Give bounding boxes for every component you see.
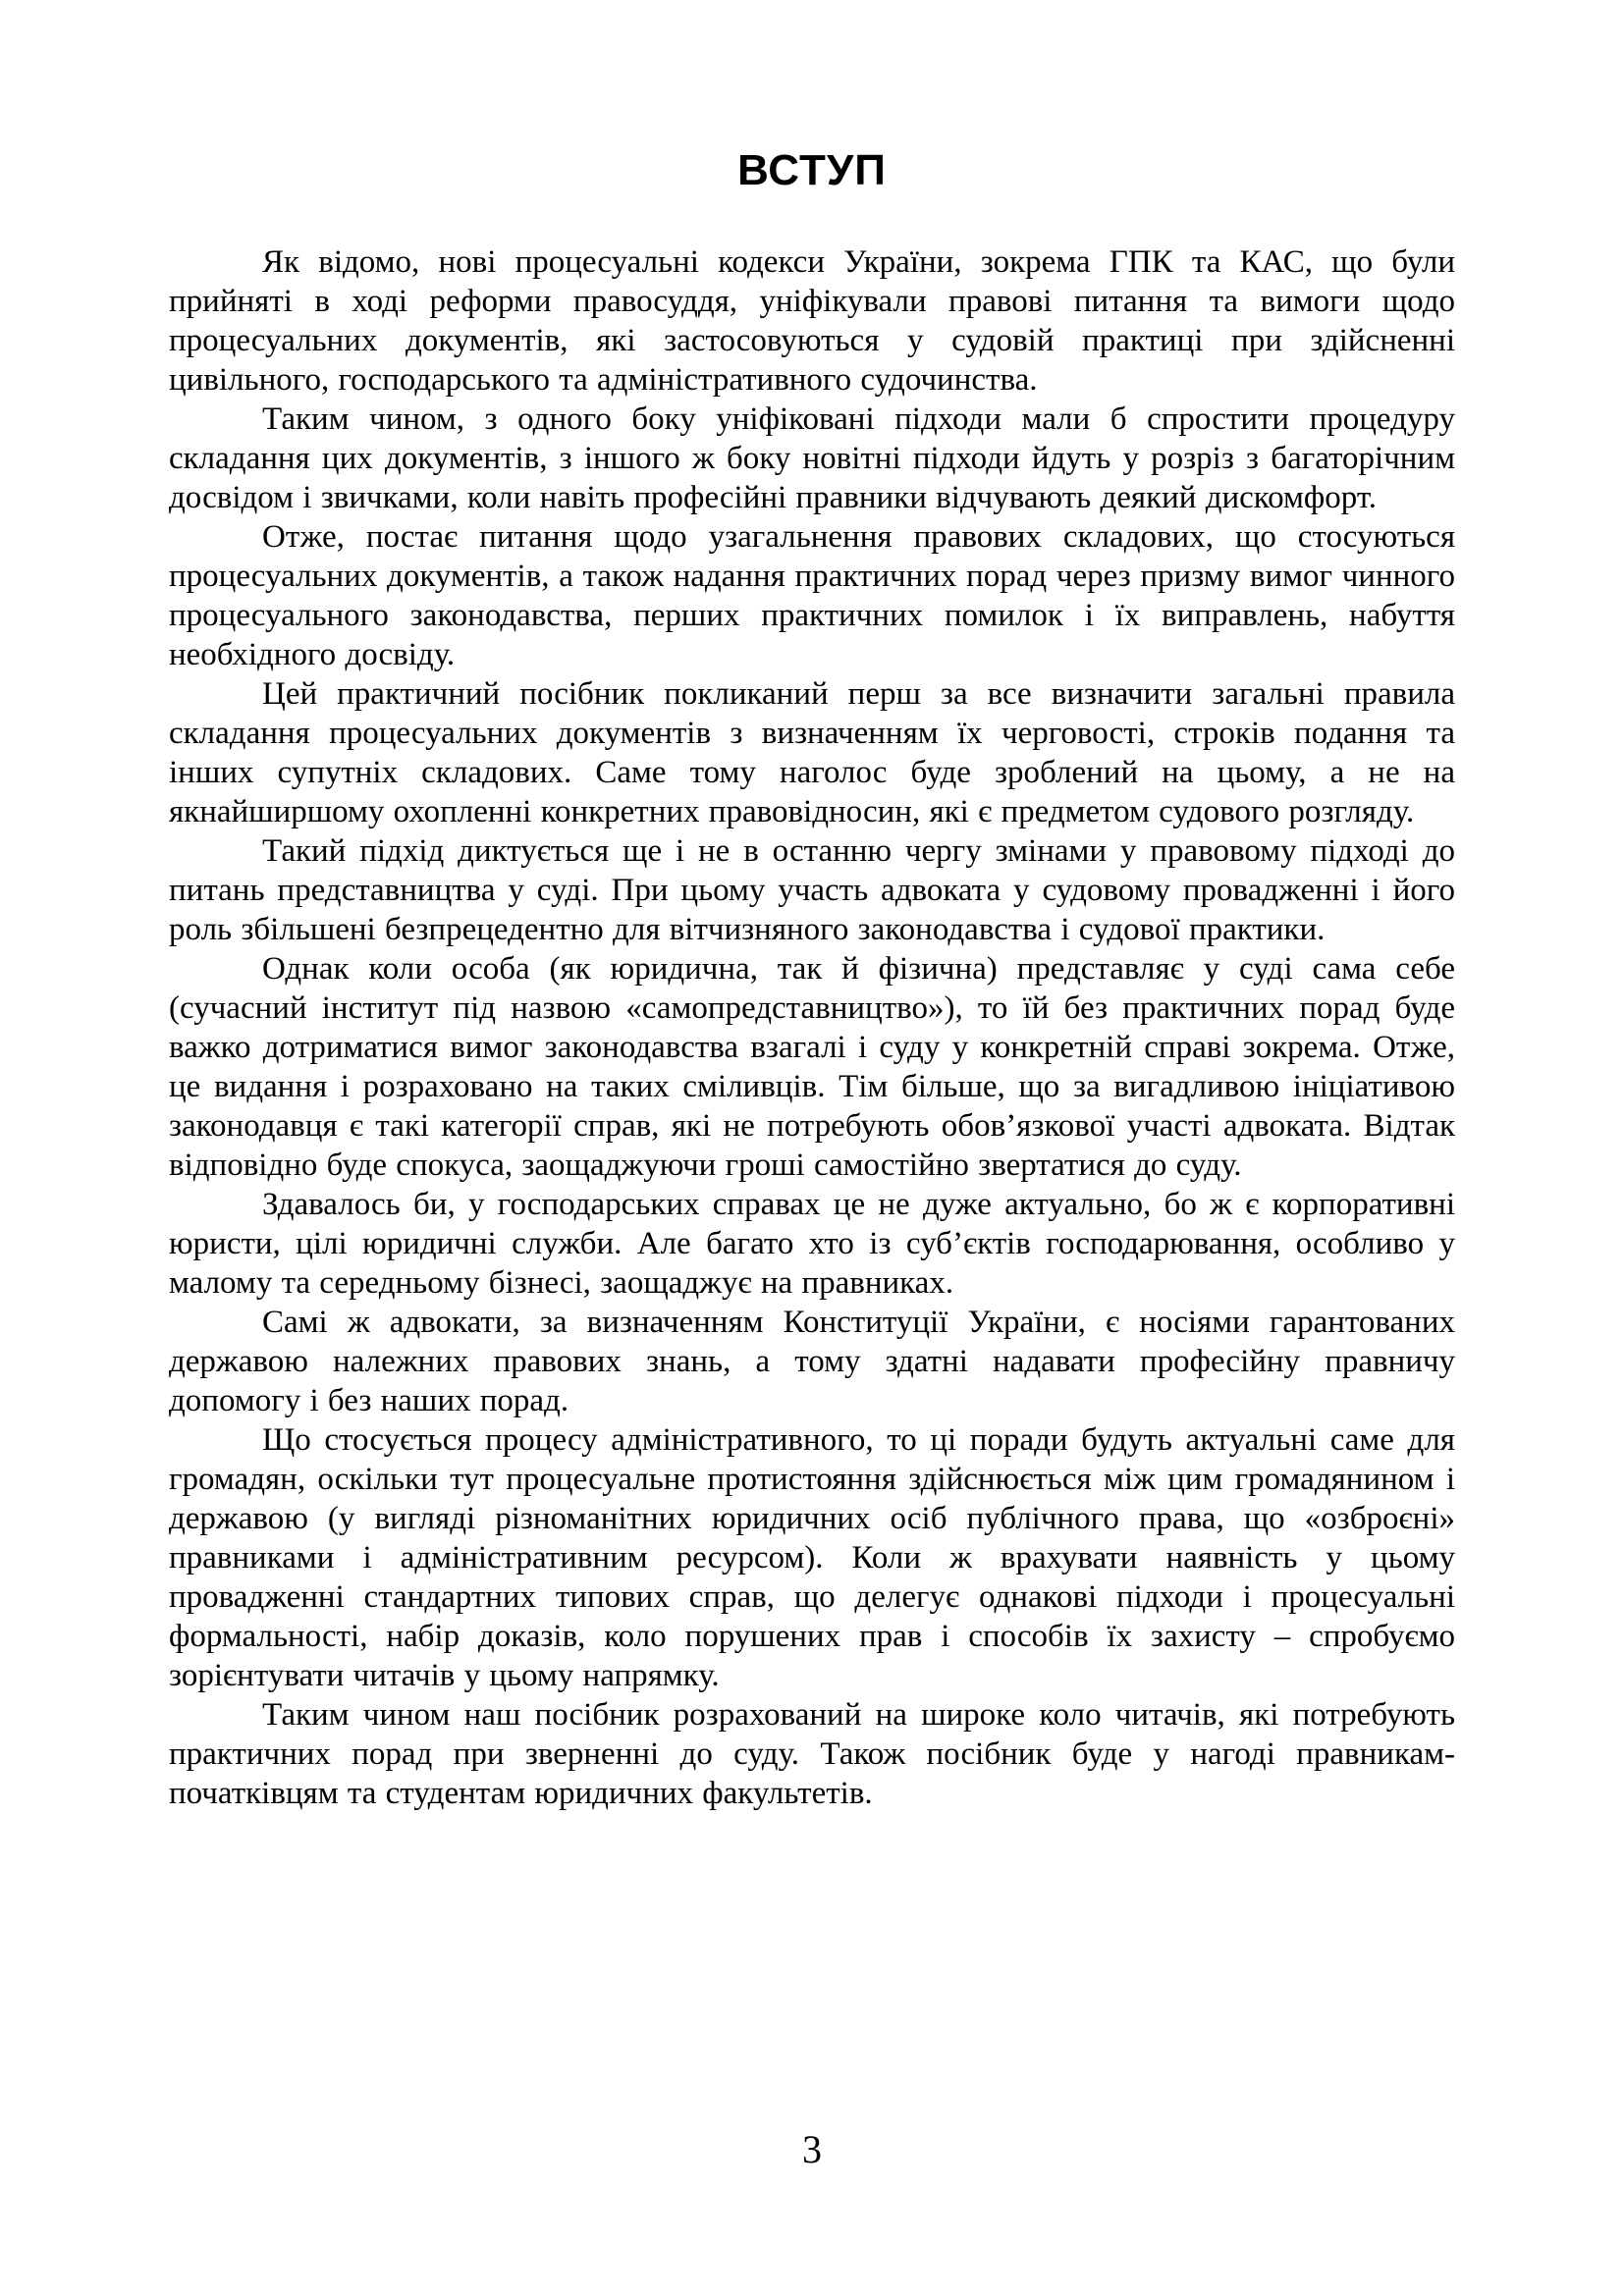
paragraph: Такий підхід диктується ще і не в останню чергу змінами у правовому підході до питань представництва у суді. При цьому участь адвоката у судовому провадженні і його роль збільшені безпрецедентно для вітчизняного законодавства і судової практики. <box>169 833 1455 947</box>
paragraph: Однак коли особа (як юридична, так й фізична) представляє у суді сама себе (сучасний інститут під назвою «самопредставництво»), то їй без практичних порад буде важко дотриматися вимог законодавства взагалі і суду у конкретній справі зокрема. Отже, це видання і розраховано на таких сміливців. Тім більше, що за вигадливою ініціативою законодавця є такі категорії справ, які не потребують обов’язкової участі адвоката. Відтак відповідно буде спокуса, заощаджуючи гроші самостійно звертатися до суду. <box>169 951 1455 1183</box>
paragraph: Таким чином наш посібник розрахований на широке коло читачів, які потребують практичних порад при зверненні до суду. Також посібник буде у нагоді правникам-початківцям та студентам юридичних факультетів. <box>169 1697 1455 1811</box>
paragraph: Отже, постає питання щодо узагальнення правових складових, що стосуються процесуальних документів, а також надання практичних порад через призму вимог чинного процесуального законодавства, перших практичних помилок і їх виправлень, набуття необхідного досвіду. <box>169 519 1455 672</box>
paragraph: Цей практичний посібник покликаний перш за все визначити загальні правила складання процесуальних документів з визначенням їх черговості, строків подання та інших супутніх складових. Саме тому наголос буде зроблений на цьому, а не на якнайширшому охопленні конкретних правовідносин, які є предметом судового розгляду. <box>169 676 1455 829</box>
page-body <box>169 242 1455 1813</box>
paragraph: Як відомо, нові процесуальні кодекси України, зокрема ГПК та КАС, що були прийняті в ході реформи правосуддя, уніфікували правові питання та вимоги щодо процесуальних документів, які застосовуються у судовій практиці при здійсненні цивільного, господарського та адміністративного судочинства. <box>169 244 1455 398</box>
paragraph: Таким чином, з одного боку уніфіковані підходи мали б спростити процедуру складання цих документів, з іншого ж боку новітні підходи йдуть у розріз з багаторічним досвідом і звичками, коли навіть професійні правники відчувають деякий дискомфорт. <box>169 401 1455 515</box>
page-number: 3 <box>802 2127 822 2171</box>
paragraph: Самі ж адвокати, за визначенням Конституції України, є носіями гарантованих державою належних правових знань, а тому здатні надавати професійну правничу допомогу і без наших порад. <box>169 1305 1455 1418</box>
paragraph: Що стосується процесу адміністративного, то ці поради будуть актуальні саме для громадян, оскільки тут процесуальне протистояння здійснюється між цим громадянином і державою (у вигляді різноманітних юридичних осіб публічного права, що «озброєні» правниками і адміністративним ресурсом). Коли ж врахувати наявність у цьому провадженні стандартних типових справ, що делегує однакові підходи і процесуальні формальності, набір доказів, коло порушених прав і способів їх захисту – спробуємо зорієнтувати читачів у цьому напрямку. <box>169 1422 1455 1693</box>
paragraph: Здавалось би, у господарських справах це не дуже актуально, бо ж є корпоративні юристи, цілі юридичні служби. Але багато хто із суб’єктів господарювання, особливо у малому та середньому бізнесі, заощаджує на правниках. <box>169 1187 1455 1301</box>
page-title: ВСТУП <box>737 146 887 194</box>
